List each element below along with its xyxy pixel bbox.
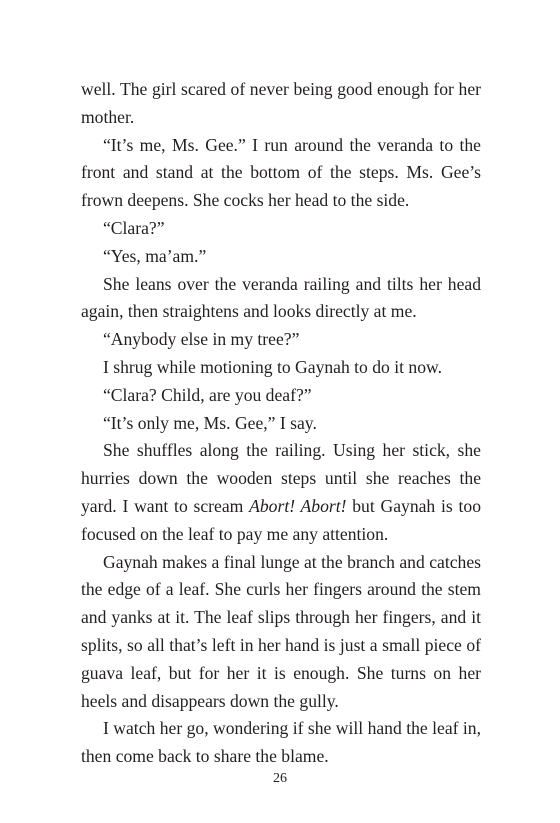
paragraph-10-before: She shuffles along the railing. Using her stick, she hurries down the wooden steps until she reaches the yard. I want to scream xyxy=(81,440,481,516)
paragraph-10-after: but Gaynah is too focused on the leaf to pay me any attention. xyxy=(81,495,482,544)
paragraph-8: “Clara? Child, are you deaf?” xyxy=(103,384,312,405)
paragraph-4: “Yes, ma’am.” xyxy=(103,245,207,266)
paragraph-12: I watch her go, wondering if she will hand the leaf in, then come back to share the blame. xyxy=(81,718,481,767)
paragraph-3: “Clara?” xyxy=(103,217,165,238)
paragraph-1: well. The girl scared of never being good enough for her mother. xyxy=(81,79,481,127)
paragraph-2: “It’s me, Ms. Gee.” I run around the veranda to the front and stand at the bottom of the steps. Ms. Gee’s frown deepens. She cocks her head to the side. xyxy=(81,134,481,211)
paragraph-11: Gaynah makes a final lunge at the branch and catches the edge of a leaf. She curls her fingers around the stem and yanks at it. The leaf slips through her fingers, and it splits, so all that’s left in her hand is just a small piece of guava leaf, but for her it is enough. She turns on her heels and disappears down the gully. xyxy=(81,551,481,711)
paragraph-9: “It’s only me, Ms. Gee,” I say. xyxy=(103,412,317,433)
paragraph-6: “Anybody else in my tree?” xyxy=(103,329,300,350)
body-text xyxy=(81,76,481,771)
paragraph-10 xyxy=(81,437,481,548)
page-number: 26 xyxy=(273,771,287,786)
paragraph-10-italic: Abort! Abort! xyxy=(249,495,347,516)
paragraph-5: She leans over the veranda railing and tilts her head again, then straightens and looks directly at me. xyxy=(81,273,481,322)
paragraph-7: I shrug while motioning to Gaynah to do it now. xyxy=(103,356,442,377)
